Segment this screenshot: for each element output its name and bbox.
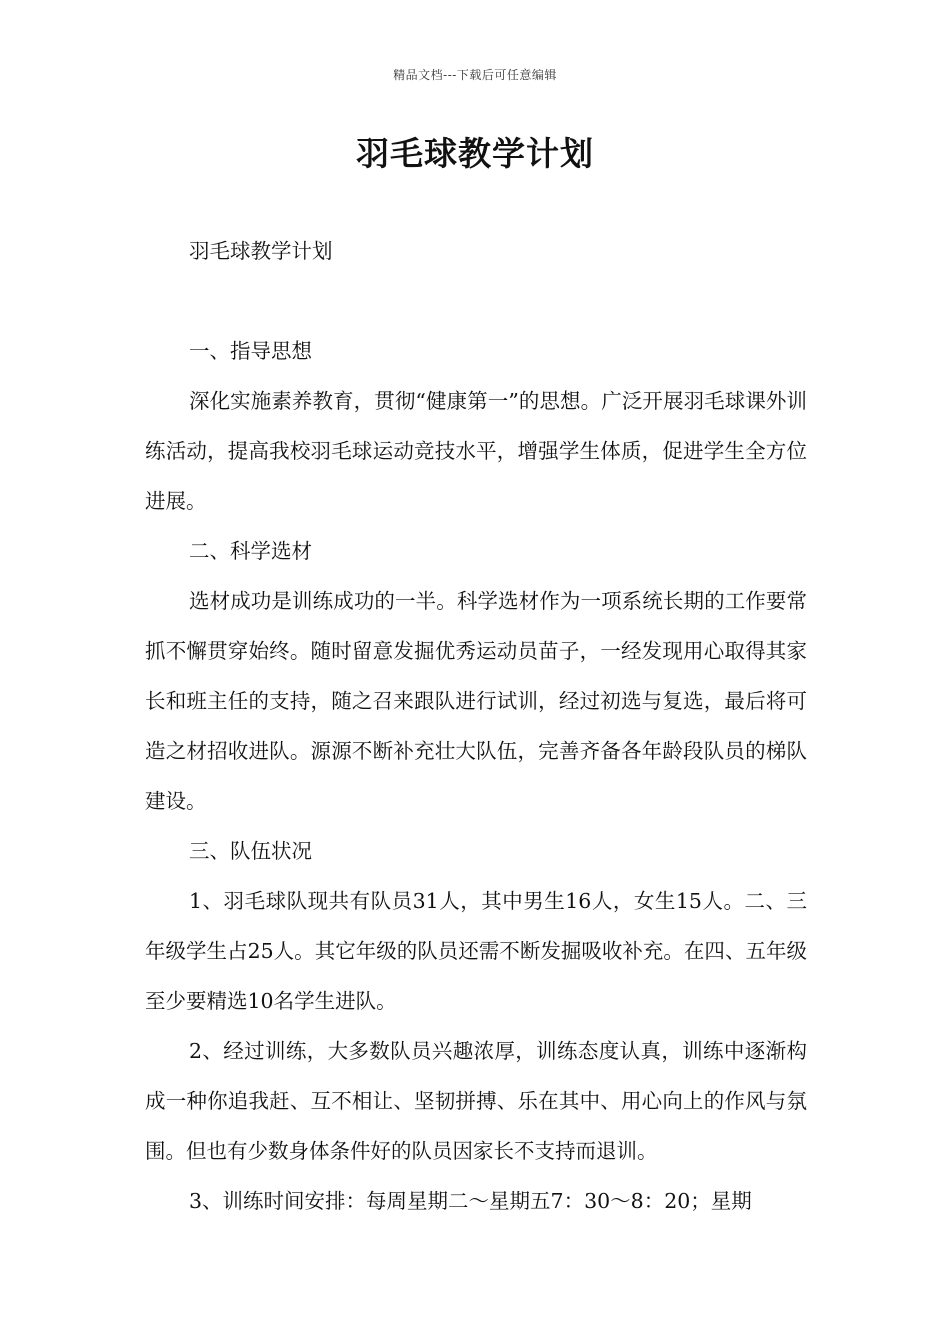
paragraph: 3、训练时间安排：每周星期二～星期五7：30～8：20；星期 <box>189 1189 752 1213</box>
document-title: 羽毛球教学计划 <box>356 134 594 173</box>
subtitle: 羽毛球教学计划 <box>189 239 333 263</box>
paragraph: 深化实施素养教育，贯彻“健康第一”的思想。广泛开展羽毛球课外训练活动，提高我校羽毛球运动竞技水平，增强学生体质，促进学生全方位进展。 <box>145 389 807 513</box>
paragraph: 2、经过训练，大多数队员兴趣浓厚，训练态度认真，训练中逐渐构成一种你追我赶、互不相让、坚韧拼搏、乐在其中、用心向上的作风与氛围。但也有少数身体条件好的队员因家长不支持而退训。 <box>145 1039 807 1163</box>
document-body <box>145 226 807 1226</box>
paragraph: 1、羽毛球队现共有队员31人，其中男生16人，女生15人。二、三年级学生占25人。其它年级的队员还需不断发掘吸收补充。在四、五年级至少要精选10名学生进队。 <box>145 889 807 1013</box>
section-heading: 二、科学选材 <box>189 539 312 563</box>
spacer <box>145 276 807 326</box>
header-note: 精品文档---下载后可任意编辑 <box>393 68 557 82</box>
paragraph: 选材成功是训练成功的一半。科学选材作为一项系统长期的工作要常抓不懈贯穿始终。随时留意发掘优秀运动员苗子，一经发现用心取得其家长和班主任的支持，随之召来跟队进行试训，经过初选与复选，最后将可造之材招收进队。源源不断补充壮大队伍，完善齐备各年龄段队员的梯队建设。 <box>145 589 807 813</box>
section-heading: 一、指导思想 <box>189 339 312 363</box>
section-heading: 三、队伍状况 <box>189 839 312 863</box>
